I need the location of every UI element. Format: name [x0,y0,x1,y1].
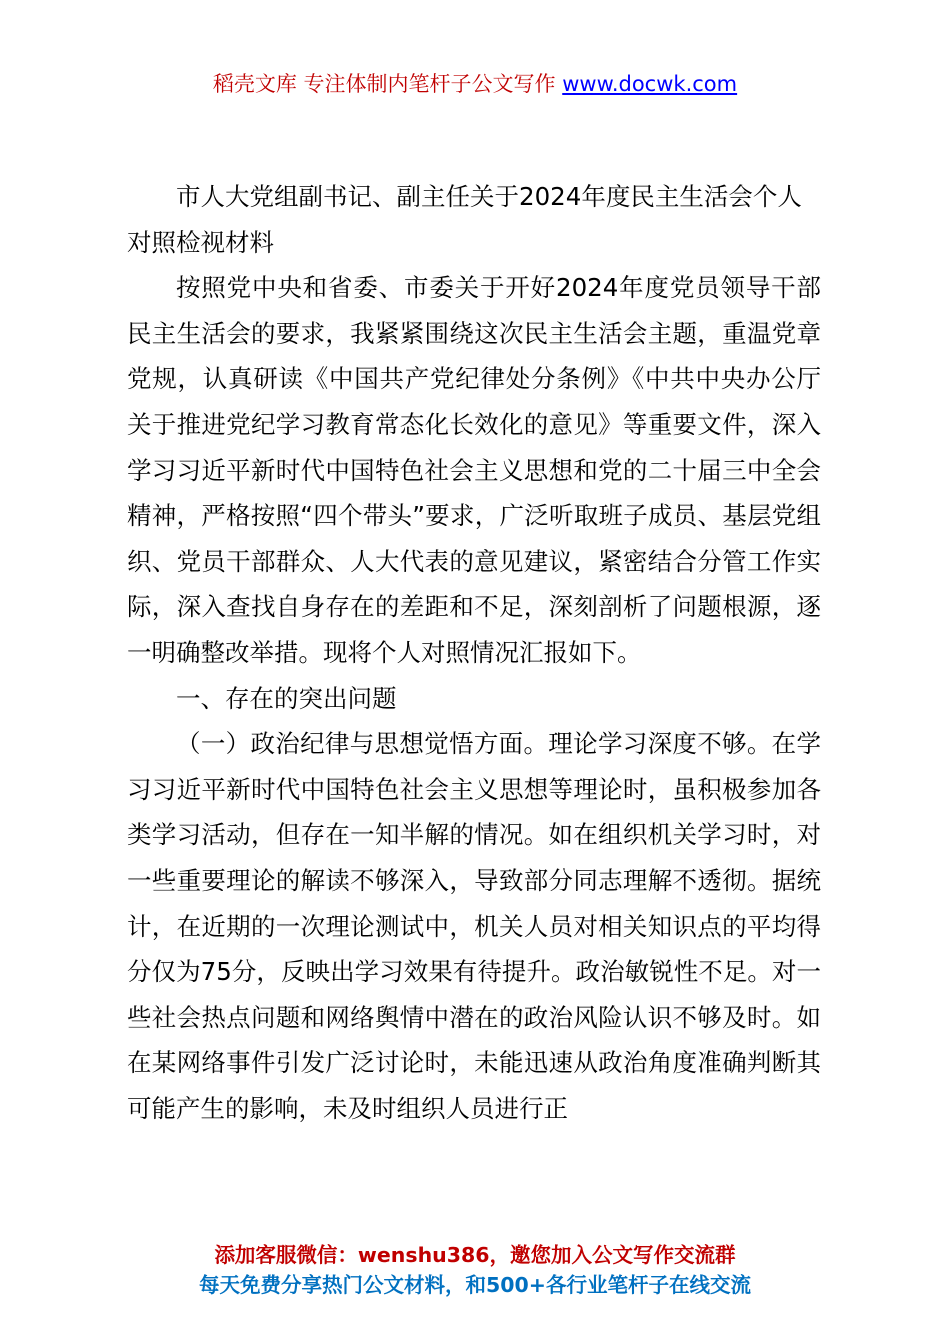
footer-wechat-line: 添加客服微信：wenshu386，邀您加入公文写作交流群 [214,1243,736,1267]
header-brand-text: 稻壳文库 专注体制内笔杆子公文写作 [212,72,563,96]
document-title: 市人大党组副书记、副主任关于2024年度民主生活会个人对照检视材料 [127,182,802,257]
document-body [127,174,821,1131]
page-footer [0,1240,950,1300]
footer-share-line: 每天免费分享热门公文材料，和500+各行业笔杆子在线交流 [199,1273,751,1297]
header-website-link[interactable]: www.docwk.com [562,72,738,96]
section-heading: 一、存在的突出问题 [176,683,397,713]
paragraph-political-discipline: （一）政治纪律与思想觉悟方面。理论学习深度不够。在学习习近平新时代中国特色社会主义思想等理论时，虽积极参加各类学习活动，但存在一知半解的情况。如在组织机关学习时，对一些重要理论的解读不够深入，导致部分同志理解不透彻。据统计，在近期的一次理论测试中，机关人员对相关知识点的平均得分仅为75分，反映出学习效果有待提升。政治敏锐性不足。对一些社会热点问题和网络舆情中潜在的政治风险认识不够及时。如在某网络事件引发广泛讨论时，未能迅速从政治角度准确判断其可能产生的影响，未及时组织人员进行正 [127,729,821,1123]
paragraph-intro: 按照党中央和省委、市委关于开好2024年度党员领导干部民主生活会的要求，我紧紧围绕这次民主生活会主题，重温党章党规，认真研读《中国共产党纪律处分条例》《中共中央办公厅关于推进党纪学习教育常态化长效化的意见》等重要文件，深入学习习近平新时代中国特色社会主义思想和党的二十届三中全会精神，严格按照“四个带头”要求，广泛听取班子成员、基层党组织、党员干部群众、人大代表的意见建议，紧密结合分管工作实际，深入查找自身存在的差距和不足，深刻剖析了问题根源，逐一明确整改举措。现将个人对照情况汇报如下。 [127,273,821,667]
page-header [0,68,950,100]
